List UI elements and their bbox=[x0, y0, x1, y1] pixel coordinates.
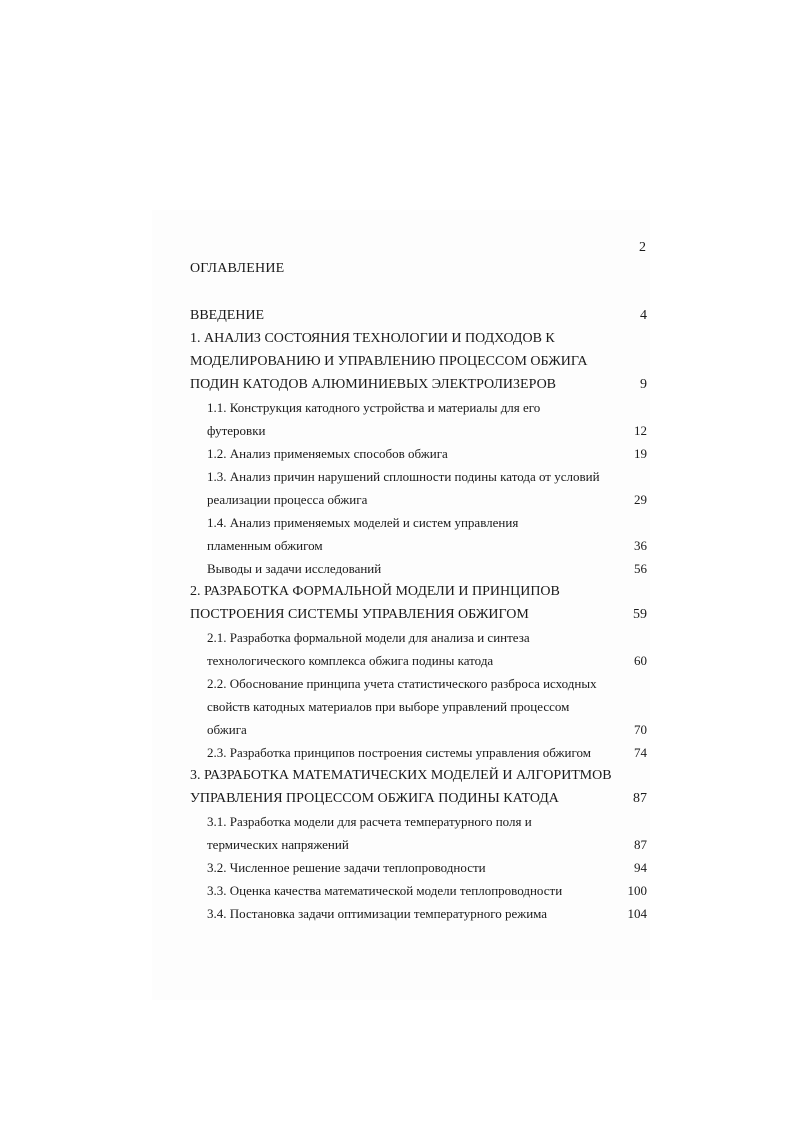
toc-entry bbox=[190, 350, 647, 373]
toc-entry bbox=[190, 649, 647, 672]
toc-entry-text: термических напряжений bbox=[207, 837, 349, 852]
toc-entry bbox=[190, 718, 647, 741]
toc-entry-page: 70 bbox=[634, 722, 647, 737]
toc-entry-text: 2. РАЗРАБОТКА ФОРМАЛЬНОЙ МОДЕЛИ И ПРИНЦИПОВ bbox=[190, 584, 560, 599]
toc-entry bbox=[190, 626, 647, 649]
toc-entry-text: 3.1. Разработка модели для расчета температурного поля и bbox=[207, 814, 532, 829]
toc-entry bbox=[190, 488, 647, 511]
toc-entry bbox=[190, 856, 647, 879]
page-number: 2 bbox=[639, 240, 646, 255]
toc-entry-text: 1.4. Анализ применяемых моделей и систем управления bbox=[207, 515, 519, 530]
toc-entry-text: 2.1. Разработка формальной модели для анализа и синтеза bbox=[207, 630, 530, 645]
toc-entry-text: 3.4. Постановка задачи оптимизации температурного режима bbox=[207, 906, 548, 921]
toc-entry bbox=[190, 879, 647, 902]
toc-entry bbox=[190, 764, 647, 787]
toc-entry bbox=[190, 557, 647, 580]
toc-entry-page: 4 bbox=[640, 308, 647, 323]
toc-entry-text: 1.3. Анализ причин нарушений сплошности подины катода от условий bbox=[207, 469, 600, 484]
toc-entry-page: 19 bbox=[634, 446, 647, 461]
toc-entry-page: 104 bbox=[627, 906, 647, 921]
toc-entry-page: 87 bbox=[633, 791, 647, 806]
toc-entry bbox=[190, 741, 647, 764]
toc-entry bbox=[190, 442, 647, 465]
toc-entry bbox=[190, 396, 647, 419]
table-of-contents bbox=[190, 304, 647, 925]
toc-entry-text: 2.3. Разработка принципов построения системы управления обжигом bbox=[207, 745, 591, 760]
toc-entry-page: 100 bbox=[627, 883, 647, 898]
toc-entry bbox=[190, 580, 647, 603]
toc-entry-text: 2.2. Обоснование принципа учета статистического разброса исходных bbox=[207, 676, 597, 691]
toc-entry-page: 36 bbox=[634, 538, 647, 553]
toc-entry bbox=[190, 695, 647, 718]
toc-entry-text: 1.2. Анализ применяемых способов обжига bbox=[207, 446, 448, 461]
toc-entry bbox=[190, 327, 647, 350]
toc-entry bbox=[190, 833, 647, 856]
toc-entry-text: реализации процесса обжига bbox=[207, 492, 368, 507]
toc-entry-page: 12 bbox=[634, 423, 647, 438]
toc-entry-text: 3. РАЗРАБОТКА МАТЕМАТИЧЕСКИХ МОДЕЛЕЙ И АЛГОРИТМОВ bbox=[190, 768, 612, 783]
toc-entry-text: свойств катодных материалов при выборе управлений процессом bbox=[207, 699, 570, 714]
toc-entry-page: 29 bbox=[634, 492, 647, 507]
toc-entry bbox=[190, 373, 647, 396]
toc-entry-page: 9 bbox=[640, 377, 647, 392]
toc-entry bbox=[190, 534, 647, 557]
toc-entry bbox=[190, 304, 647, 327]
toc-entry bbox=[190, 465, 647, 488]
toc-entry-text: ВВЕДЕНИЕ bbox=[190, 308, 265, 323]
toc-entry-page: 87 bbox=[634, 837, 647, 852]
toc-entry-text: ПОДИН КАТОДОВ АЛЮМИНИЕВЫХ ЭЛЕКТРОЛИЗЕРОВ bbox=[190, 377, 557, 392]
toc-entry-text: технологического комплекса обжига подины катода bbox=[207, 653, 494, 668]
toc-entry-page: 60 bbox=[634, 653, 647, 668]
toc-entry-text: МОДЕЛИРОВАНИЮ И УПРАВЛЕНИЮ ПРОЦЕССОМ ОБЖИГА bbox=[190, 354, 588, 369]
toc-entry-text: пламенным обжигом bbox=[207, 538, 323, 553]
toc-entry-text: 1. АНАЛИЗ СОСТОЯНИЯ ТЕХНОЛОГИИ И ПОДХОДОВ К bbox=[190, 331, 555, 346]
toc-entry-text: УПРАВЛЕНИЯ ПРОЦЕССОМ ОБЖИГА ПОДИНЫ КАТОДА bbox=[190, 791, 559, 806]
toc-entry-text: 3.3. Оценка качества математической модели теплопроводности bbox=[207, 883, 563, 898]
toc-entry-text: 3.2. Численное решение задачи теплопроводности bbox=[207, 860, 486, 875]
toc-entry-page: 59 bbox=[633, 607, 647, 622]
toc-entry bbox=[190, 787, 647, 810]
toc-entry-text: Выводы и задачи исследований bbox=[207, 561, 382, 576]
toc-entry bbox=[190, 902, 647, 925]
toc-entry bbox=[190, 672, 647, 695]
toc-entry-page: 94 bbox=[634, 860, 647, 875]
toc-entry bbox=[190, 603, 647, 626]
toc-entry bbox=[190, 810, 647, 833]
toc-entry-text: 1.1. Конструкция катодного устройства и материалы для его bbox=[207, 400, 541, 415]
toc-entry-text: ПОСТРОЕНИЯ СИСТЕМЫ УПРАВЛЕНИЯ ОБЖИГОМ bbox=[190, 607, 529, 622]
toc-entry bbox=[190, 511, 647, 534]
toc-entry-page: 74 bbox=[634, 745, 647, 760]
toc-entry-text: футеровки bbox=[207, 423, 266, 438]
toc-entry bbox=[190, 419, 647, 442]
toc-entry-page: 56 bbox=[634, 561, 647, 576]
toc-heading: ОГЛАВЛЕНИЕ bbox=[190, 261, 285, 276]
toc-entry-text: обжига bbox=[207, 722, 247, 737]
